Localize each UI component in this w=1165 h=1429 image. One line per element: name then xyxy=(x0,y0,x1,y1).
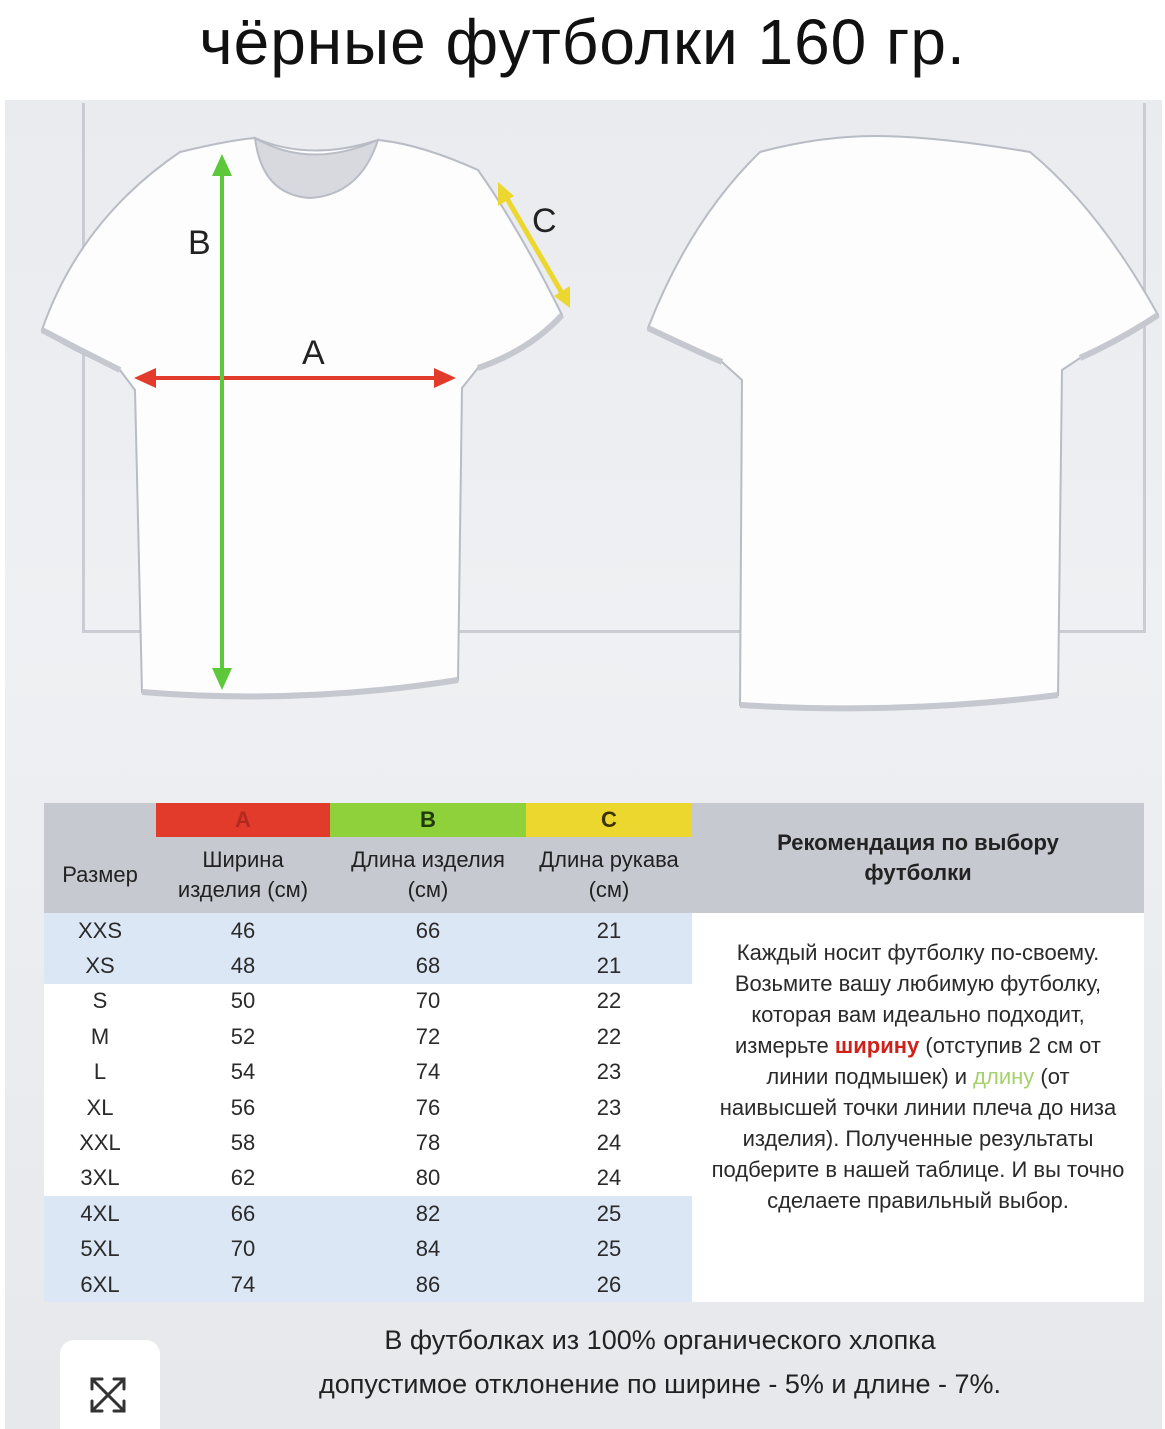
length-cell: 78 xyxy=(330,1125,526,1160)
size-cell: 6XL xyxy=(44,1267,156,1302)
size-cell: S xyxy=(44,984,156,1019)
header-letter-b: B xyxy=(330,803,526,837)
size-cell: 5XL xyxy=(44,1232,156,1267)
size-cell: M xyxy=(44,1019,156,1054)
header-size: Размер xyxy=(44,837,156,913)
width-cell: 50 xyxy=(156,984,330,1019)
size-cell: XXS xyxy=(44,913,156,948)
length-cell: 66 xyxy=(330,913,526,948)
length-cell: 86 xyxy=(330,1267,526,1302)
width-cell: 48 xyxy=(156,948,330,983)
recommendation-width-word: ширину xyxy=(834,1033,920,1058)
sleeve-cell: 23 xyxy=(526,1090,692,1125)
tshirt-front xyxy=(42,138,562,696)
length-cell: 80 xyxy=(330,1161,526,1196)
length-cell: 84 xyxy=(330,1232,526,1267)
size-cell: XS xyxy=(44,948,156,983)
sleeve-cell: 22 xyxy=(526,1019,692,1054)
width-cell: 74 xyxy=(156,1267,330,1302)
sleeve-cell: 25 xyxy=(526,1232,692,1267)
size-cell: XL xyxy=(44,1090,156,1125)
sleeve-cell: 21 xyxy=(526,948,692,983)
width-cell: 62 xyxy=(156,1161,330,1196)
size-cell: 3XL xyxy=(44,1161,156,1196)
recommendation-part-1: Каждый носит футболку по-своему. Возьмите вашу любимую футболку, которая вам идеально подходит, измерьте xyxy=(734,940,1102,1058)
size-cell: XXL xyxy=(44,1125,156,1160)
tolerance-note-line-2: допустимое отклонение по ширине - 5% и длине - 7%. xyxy=(318,1369,1002,1399)
width-cell: 46 xyxy=(156,913,330,948)
header-recommendation: Рекомендация по выбору футболки xyxy=(692,803,1144,913)
length-cell: 68 xyxy=(330,948,526,983)
sleeve-cell: 24 xyxy=(526,1125,692,1160)
label-a: A xyxy=(302,334,325,372)
expand-button[interactable] xyxy=(60,1340,160,1429)
label-b: B xyxy=(188,224,211,262)
width-cell: 58 xyxy=(156,1125,330,1160)
sleeve-cell: 25 xyxy=(526,1196,692,1231)
width-cell: 52 xyxy=(156,1019,330,1054)
length-cell: 76 xyxy=(330,1090,526,1125)
recommendation-part-2: (отступив 2 см от линии подмышек) и xyxy=(766,1033,1102,1089)
sleeve-cell: 21 xyxy=(526,913,692,948)
expand-arrows-icon xyxy=(88,1375,128,1415)
header-letter-a: A xyxy=(156,803,330,837)
page-title: чёрные футболки 160 гр. xyxy=(199,6,966,78)
length-cell: 72 xyxy=(330,1019,526,1054)
length-cell: 74 xyxy=(330,1055,526,1090)
label-c: C xyxy=(532,202,557,240)
recommendation-text xyxy=(692,913,1144,1302)
tolerance-note-line-1: В футболках из 100% органического хлопка xyxy=(384,1325,936,1355)
header-sleeve: Длина рукава (см) xyxy=(526,837,692,913)
tolerance-note xyxy=(160,1318,1160,1406)
tshirt-diagram xyxy=(0,100,1165,740)
sleeve-cell: 23 xyxy=(526,1055,692,1090)
header-letter-c: C xyxy=(526,803,692,837)
width-cell: 70 xyxy=(156,1232,330,1267)
header-width: Ширина изделия (см) xyxy=(156,837,330,913)
recommendation-length-word: длину xyxy=(973,1064,1035,1089)
length-cell: 82 xyxy=(330,1196,526,1231)
sleeve-cell: 22 xyxy=(526,984,692,1019)
header-blank xyxy=(44,803,156,837)
recommendation-part-3: (от наивысшей точки линии плеча до низа изделия). Полученные результаты подберите в нашей таблице. И вы точно сделаете правильный выбор. xyxy=(711,1064,1125,1213)
width-cell: 54 xyxy=(156,1055,330,1090)
tshirt-back xyxy=(648,136,1158,708)
header-length: Длина изделия (см) xyxy=(330,837,526,913)
width-cell: 56 xyxy=(156,1090,330,1125)
size-cell: L xyxy=(44,1055,156,1090)
size-table xyxy=(44,803,1144,1302)
sleeve-cell: 24 xyxy=(526,1161,692,1196)
size-cell: 4XL xyxy=(44,1196,156,1231)
sleeve-cell: 26 xyxy=(526,1267,692,1302)
width-cell: 66 xyxy=(156,1196,330,1231)
table-row xyxy=(44,913,1144,948)
length-cell: 70 xyxy=(330,984,526,1019)
